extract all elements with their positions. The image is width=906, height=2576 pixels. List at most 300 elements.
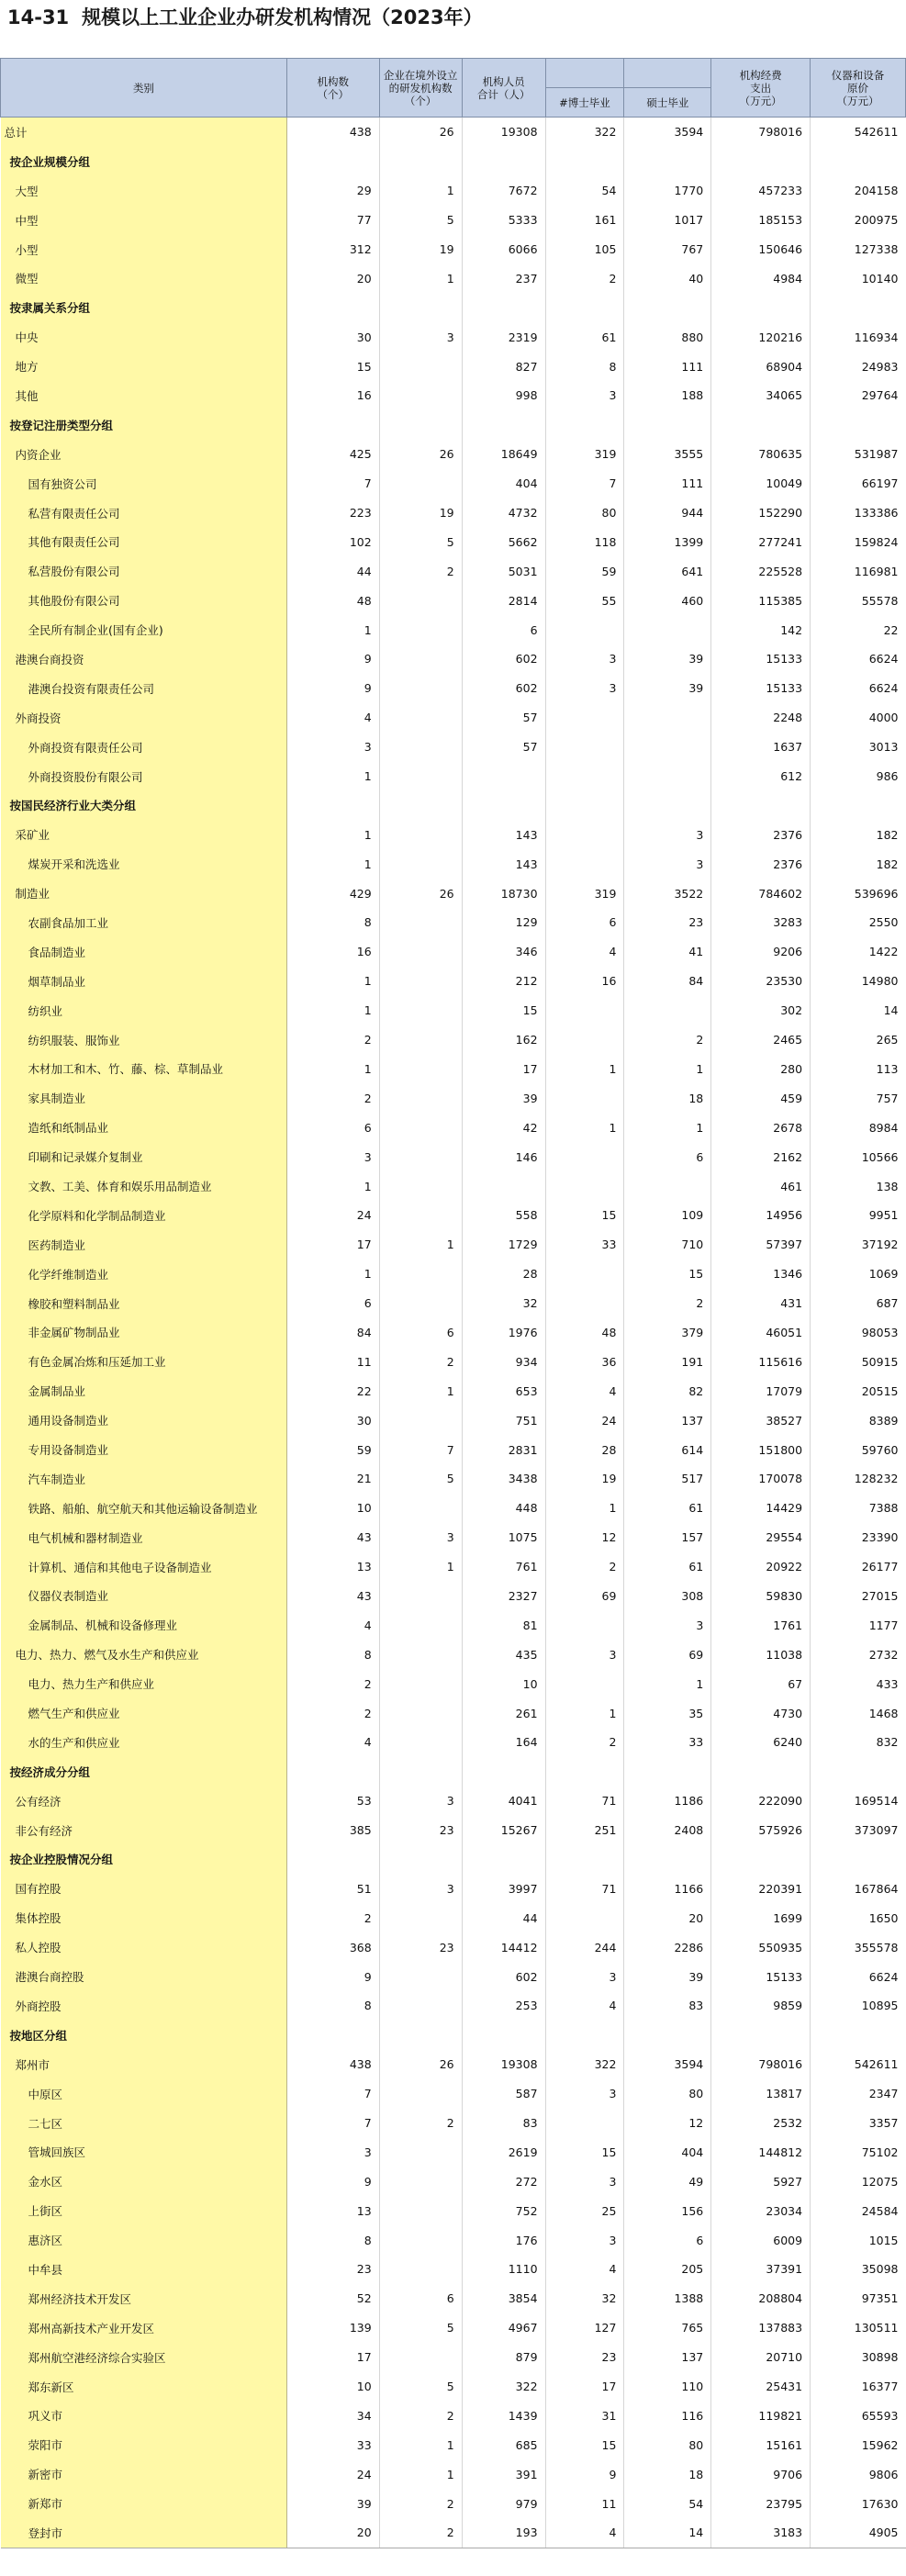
row-label: 外商投资股份有限公司 — [1, 762, 287, 791]
row-value: 2831 — [462, 1435, 545, 1464]
row-value — [624, 762, 711, 791]
row-value — [379, 733, 462, 762]
row-value — [462, 410, 545, 440]
row-value: 2376 — [711, 820, 811, 849]
row-value: 15 — [462, 996, 545, 1025]
row-value — [624, 1757, 711, 1786]
row-value: 130511 — [811, 2313, 906, 2343]
row-value: 4 — [545, 937, 624, 967]
row-value — [379, 849, 462, 879]
row-label: 食品制造业 — [1, 937, 287, 967]
row-value: 6240 — [711, 1728, 811, 1757]
row-value: 302 — [711, 996, 811, 1025]
row-value: 1 — [286, 762, 379, 791]
row-value: 137883 — [711, 2313, 811, 2343]
table-row — [1, 2050, 906, 2079]
row-value: 24 — [545, 1406, 624, 1435]
row-value: 2 — [624, 1289, 711, 1318]
row-value: 102 — [286, 527, 379, 556]
row-value: 261 — [462, 1698, 545, 1728]
row-value — [379, 2343, 462, 2372]
table-row — [1, 1582, 906, 1611]
table-row — [1, 1347, 906, 1376]
row-value: 4 — [545, 1376, 624, 1406]
row-value: 23390 — [811, 1523, 906, 1552]
row-value: 587 — [462, 2079, 545, 2109]
row-value: 272 — [462, 2167, 545, 2196]
row-value: 2319 — [462, 322, 545, 352]
row-value: 22 — [286, 1376, 379, 1406]
row-value: 2 — [379, 2489, 462, 2518]
row-value: 9206 — [711, 937, 811, 967]
row-value: 1976 — [462, 1318, 545, 1348]
row-value — [379, 2255, 462, 2284]
row-value: 687 — [811, 1289, 906, 1318]
row-value: 57 — [462, 703, 545, 733]
row-value: 3 — [545, 2079, 624, 2109]
table-row — [1, 879, 906, 908]
data-table — [0, 58, 906, 2548]
row-value: 710 — [624, 1230, 711, 1260]
table-row — [1, 1318, 906, 1348]
table-row — [1, 1464, 906, 1494]
row-value — [811, 147, 906, 176]
row-value: 4730 — [711, 1698, 811, 1728]
row-value: 2 — [379, 556, 462, 586]
row-value: 167864 — [811, 1874, 906, 1903]
row-value — [545, 2021, 624, 2050]
row-value: 16 — [286, 381, 379, 410]
row-value: 118 — [545, 527, 624, 556]
row-value: 531987 — [811, 440, 906, 469]
row-value — [379, 967, 462, 996]
row-value: 161 — [545, 206, 624, 235]
group-header-row — [1, 147, 906, 176]
row-value: 71 — [545, 1786, 624, 1816]
row-value — [286, 147, 379, 176]
row-value: 139 — [286, 2313, 379, 2343]
row-label: 化学原料和化学制品制造业 — [1, 1201, 287, 1230]
row-value: 385 — [286, 1816, 379, 1845]
row-value: 3 — [545, 2225, 624, 2255]
row-value: 21 — [286, 1464, 379, 1494]
row-value — [462, 762, 545, 791]
table-row — [1, 1523, 906, 1552]
row-value — [545, 703, 624, 733]
row-value: 13 — [286, 1552, 379, 1582]
row-value: 461 — [711, 1171, 811, 1201]
row-value — [379, 1201, 462, 1230]
table-row — [1, 1610, 906, 1640]
row-value — [379, 1698, 462, 1728]
row-value: 1166 — [624, 1874, 711, 1903]
row-value: 120216 — [711, 322, 811, 352]
row-value: 6624 — [811, 674, 906, 703]
row-value — [379, 1991, 462, 2021]
row-value: 460 — [624, 586, 711, 615]
row-value — [711, 2021, 811, 2050]
table-row — [1, 322, 906, 352]
row-value: 191 — [624, 1347, 711, 1376]
row-value: 7672 — [462, 176, 545, 206]
row-value — [379, 1055, 462, 1084]
row-value: 32 — [545, 2284, 624, 2313]
table-row — [1, 2430, 906, 2459]
row-label: 造纸和纸制品业 — [1, 1113, 287, 1142]
row-value — [545, 1260, 624, 1289]
row-value — [379, 2225, 462, 2255]
group-header-row — [1, 1757, 906, 1786]
row-value: 1 — [286, 1260, 379, 1289]
row-value — [379, 1113, 462, 1142]
row-label: 按隶属关系分组 — [1, 293, 287, 322]
row-value: 6 — [545, 908, 624, 937]
row-value: 3 — [545, 644, 624, 674]
row-value: 77 — [286, 206, 379, 235]
row-value: 757 — [811, 1083, 906, 1113]
row-value: 39 — [286, 2489, 379, 2518]
row-value: 15133 — [711, 1962, 811, 1991]
row-value: 575926 — [711, 1816, 811, 1845]
row-value: 83 — [462, 2109, 545, 2138]
row-value — [545, 1610, 624, 1640]
row-value: 2 — [379, 1347, 462, 1376]
row-value: 109 — [624, 1201, 711, 1230]
row-value: 55578 — [811, 586, 906, 615]
row-value: 784602 — [711, 879, 811, 908]
row-value — [545, 1083, 624, 1113]
table-row — [1, 586, 906, 615]
row-value: 143 — [462, 849, 545, 879]
row-value: 1 — [379, 1552, 462, 1582]
row-value: 322 — [462, 2372, 545, 2402]
row-value: 24 — [286, 2459, 379, 2489]
row-value: 31 — [545, 2401, 624, 2430]
row-value: 752 — [462, 2196, 545, 2225]
row-value: 151800 — [711, 1435, 811, 1464]
row-value: 111 — [624, 352, 711, 381]
row-value: 1761 — [711, 1610, 811, 1640]
row-value: 6009 — [711, 2225, 811, 2255]
row-value: 251 — [545, 1816, 624, 1845]
row-label: 港澳台商控股 — [1, 1962, 287, 1991]
row-value: 798016 — [711, 118, 811, 147]
row-label: 按国民经济行业大类分组 — [1, 790, 287, 820]
row-value: 182 — [811, 849, 906, 879]
row-value — [379, 1083, 462, 1113]
row-value — [379, 381, 462, 410]
row-label: 其他有限责任公司 — [1, 527, 287, 556]
row-value — [379, 410, 462, 440]
row-value: 19308 — [462, 2050, 545, 2079]
row-label: 外商投资 — [1, 703, 287, 733]
row-value: 29554 — [711, 1523, 811, 1552]
row-value: 44 — [286, 556, 379, 586]
row-value: 2 — [545, 1728, 624, 1757]
header-expenditure: 机构经费 支出 （万元） — [711, 59, 811, 118]
row-value — [379, 1289, 462, 1318]
row-value: 81 — [462, 1610, 545, 1640]
row-value: 7 — [545, 469, 624, 498]
row-value: 1075 — [462, 1523, 545, 1552]
row-value: 13817 — [711, 2079, 811, 2109]
row-value: 169514 — [811, 1786, 906, 1816]
row-value: 9 — [286, 1962, 379, 1991]
row-value — [379, 790, 462, 820]
row-value: 319 — [545, 440, 624, 469]
row-value — [624, 410, 711, 440]
row-value — [286, 1757, 379, 1786]
row-value: 119821 — [711, 2401, 811, 2430]
table-row — [1, 2079, 906, 2109]
row-value — [379, 1406, 462, 1435]
row-value: 15 — [545, 1201, 624, 1230]
row-label: 其他股份有限公司 — [1, 586, 287, 615]
row-value: 205 — [624, 2255, 711, 2284]
row-value: 1439 — [462, 2401, 545, 2430]
row-value: 38527 — [711, 1406, 811, 1435]
row-label: 中原区 — [1, 2079, 287, 2109]
row-value: 69 — [624, 1640, 711, 1669]
table-body — [1, 118, 906, 2548]
table-row — [1, 1728, 906, 1757]
table-row — [1, 1113, 906, 1142]
table-row — [1, 1962, 906, 1991]
row-label: 国有控股 — [1, 1874, 287, 1903]
row-value — [711, 1757, 811, 1786]
row-value: 1110 — [462, 2255, 545, 2284]
row-value: 54 — [545, 176, 624, 206]
row-value: 66197 — [811, 469, 906, 498]
row-value — [545, 790, 624, 820]
row-value: 204158 — [811, 176, 906, 206]
table-row — [1, 2372, 906, 2402]
row-value: 9 — [286, 674, 379, 703]
row-label: 国有独资公司 — [1, 469, 287, 498]
table-row — [1, 908, 906, 937]
row-value: 2248 — [711, 703, 811, 733]
row-value: 80 — [624, 2079, 711, 2109]
row-value — [545, 733, 624, 762]
row-value: 5031 — [462, 556, 545, 586]
row-value: 26 — [379, 118, 462, 147]
row-label: 按登记注册类型分组 — [1, 410, 287, 440]
row-value: 827 — [462, 352, 545, 381]
group-header-row — [1, 293, 906, 322]
row-value: 20515 — [811, 1376, 906, 1406]
row-value: 2 — [286, 1083, 379, 1113]
row-value: 517 — [624, 1464, 711, 1494]
row-value: 425 — [286, 440, 379, 469]
row-label: 按经济成分分组 — [1, 1757, 287, 1786]
row-value: 322 — [545, 118, 624, 147]
row-value: 944 — [624, 498, 711, 528]
row-value: 15161 — [711, 2430, 811, 2459]
table-row — [1, 820, 906, 849]
row-value: 8 — [286, 1640, 379, 1669]
row-value: 116934 — [811, 322, 906, 352]
row-value: 67 — [711, 1669, 811, 1698]
row-value: 2286 — [624, 1932, 711, 1962]
row-value: 6 — [624, 1142, 711, 1171]
header-personnel-sub-blank-2 — [624, 59, 711, 88]
row-label: 按企业控股情况分组 — [1, 1845, 287, 1875]
row-label: 金属制品业 — [1, 1376, 287, 1406]
row-value: 2 — [379, 2109, 462, 2138]
row-value: 435 — [462, 1640, 545, 1669]
row-value: 48 — [545, 1318, 624, 1348]
row-value: 433 — [811, 1669, 906, 1698]
row-value: 3 — [545, 674, 624, 703]
row-value: 9951 — [811, 1201, 906, 1230]
row-value: 9 — [286, 644, 379, 674]
table-row — [1, 1874, 906, 1903]
row-value: 115385 — [711, 586, 811, 615]
row-value: 1699 — [711, 1903, 811, 1932]
row-value: 2678 — [711, 1113, 811, 1142]
row-value — [379, 2196, 462, 2225]
row-value: 602 — [462, 644, 545, 674]
row-value — [379, 615, 462, 644]
row-value: 144812 — [711, 2137, 811, 2167]
row-value: 539696 — [811, 879, 906, 908]
row-value: 33 — [545, 1230, 624, 1260]
row-value: 379 — [624, 1318, 711, 1348]
row-value — [379, 703, 462, 733]
row-value — [624, 2021, 711, 2050]
table-row — [1, 1260, 906, 1289]
table-row — [1, 674, 906, 703]
row-value: 1 — [379, 2430, 462, 2459]
row-value — [811, 410, 906, 440]
row-value: 2 — [379, 2518, 462, 2548]
row-value — [379, 1025, 462, 1055]
row-value: 429 — [286, 879, 379, 908]
row-value: 50915 — [811, 1347, 906, 1376]
row-value: 33 — [286, 2430, 379, 2459]
row-value — [379, 147, 462, 176]
row-label: 汽车制造业 — [1, 1464, 287, 1494]
row-value: 3594 — [624, 2050, 711, 2079]
row-value — [379, 1142, 462, 1171]
row-value: 40 — [624, 263, 711, 293]
row-value: 11 — [545, 2489, 624, 2518]
row-value: 4041 — [462, 1786, 545, 1816]
row-value: 23 — [624, 908, 711, 937]
row-label: 港澳台投资有限责任公司 — [1, 674, 287, 703]
row-value — [379, 674, 462, 703]
row-value: 39 — [624, 644, 711, 674]
row-value: 223 — [286, 498, 379, 528]
row-value: 10 — [286, 1494, 379, 1523]
row-label: 私营有限责任公司 — [1, 498, 287, 528]
row-label: 有色金属冶炼和压延加工业 — [1, 1347, 287, 1376]
row-value: 3183 — [711, 2518, 811, 2548]
row-value — [811, 2021, 906, 2050]
row-value: 558 — [462, 1201, 545, 1230]
row-value: 767 — [624, 235, 711, 264]
row-value — [379, 1494, 462, 1523]
row-value: 1 — [286, 1055, 379, 1084]
row-value: 42 — [462, 1113, 545, 1142]
row-value: 2 — [286, 1903, 379, 1932]
row-value — [811, 1757, 906, 1786]
row-value: 15 — [545, 2430, 624, 2459]
row-value: 1 — [286, 849, 379, 879]
table-row — [1, 937, 906, 967]
row-value: 14980 — [811, 967, 906, 996]
table-row — [1, 1669, 906, 1698]
row-value: 765 — [624, 2313, 711, 2343]
row-value: 11 — [286, 1347, 379, 1376]
table-row — [1, 1640, 906, 1669]
row-value: 3 — [286, 733, 379, 762]
row-value: 20 — [624, 1903, 711, 1932]
row-value: 10 — [462, 1669, 545, 1698]
row-value: 4000 — [811, 703, 906, 733]
row-value: 51 — [286, 1874, 379, 1903]
table-row — [1, 1230, 906, 1260]
header-category: 类别 — [1, 59, 287, 118]
row-value: 26177 — [811, 1552, 906, 1582]
row-value — [545, 147, 624, 176]
row-value: 23530 — [711, 967, 811, 996]
row-value: 28 — [545, 1435, 624, 1464]
row-value: 113 — [811, 1055, 906, 1084]
row-label: 郑东新区 — [1, 2372, 287, 2402]
row-label: 内资企业 — [1, 440, 287, 469]
table-row — [1, 469, 906, 498]
row-value — [545, 1289, 624, 1318]
row-value: 57397 — [711, 1230, 811, 1260]
row-value — [286, 1845, 379, 1875]
row-value — [624, 293, 711, 322]
row-value — [379, 937, 462, 967]
row-value — [379, 1640, 462, 1669]
row-value: 1422 — [811, 937, 906, 967]
row-label: 郑州经济技术开发区 — [1, 2284, 287, 2313]
row-value: 2532 — [711, 2109, 811, 2138]
row-value: 346 — [462, 937, 545, 967]
row-label: 专用设备制造业 — [1, 1435, 287, 1464]
row-value: 15 — [545, 2137, 624, 2167]
row-label: 公有经济 — [1, 1786, 287, 1816]
row-value: 280 — [711, 1055, 811, 1084]
row-value: 35 — [624, 1698, 711, 1728]
row-value: 3283 — [711, 908, 811, 937]
row-value: 2550 — [811, 908, 906, 937]
row-value: 11038 — [711, 1640, 811, 1669]
table-row — [1, 118, 906, 147]
row-value: 1 — [286, 967, 379, 996]
row-value: 200975 — [811, 206, 906, 235]
row-value: 23 — [545, 2343, 624, 2372]
row-value: 59 — [286, 1435, 379, 1464]
row-value: 24 — [286, 1201, 379, 1230]
row-value: 1 — [545, 1055, 624, 1084]
row-value: 146 — [462, 1142, 545, 1171]
row-value: 12 — [545, 1523, 624, 1552]
row-value: 6 — [286, 1113, 379, 1142]
row-value: 244 — [545, 1932, 624, 1962]
row-value: 36 — [545, 1347, 624, 1376]
row-label: 燃气生产和供应业 — [1, 1698, 287, 1728]
row-value: 4 — [545, 1991, 624, 2021]
row-value — [624, 733, 711, 762]
row-value: 208804 — [711, 2284, 811, 2313]
row-value — [545, 1171, 624, 1201]
row-value: 7 — [286, 2079, 379, 2109]
